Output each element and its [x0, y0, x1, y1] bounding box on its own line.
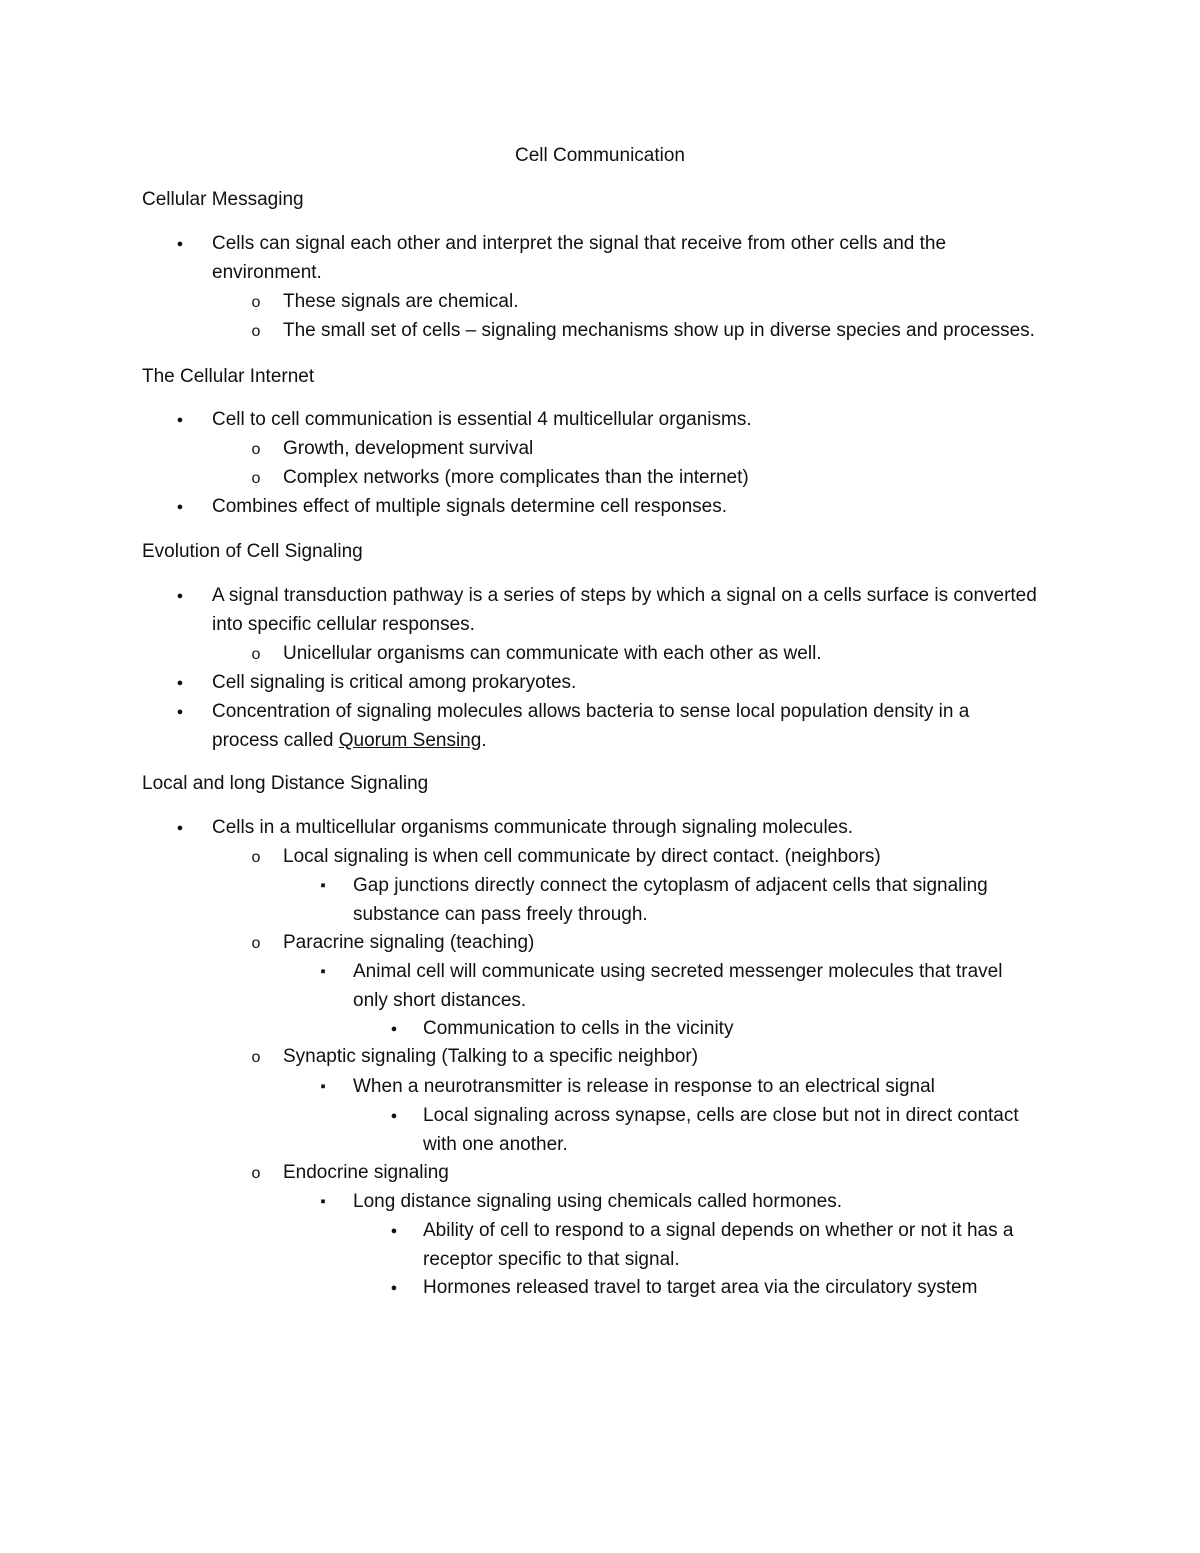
list-item-continuation: only short distances.: [353, 990, 527, 1011]
circle-bullet-icon: [245, 1161, 267, 1186]
list-item: Cells can signal each other and interpret the signal that receive from other cells and the: [212, 233, 947, 254]
list-item: Gap junctions directly connect the cytoplasm of adjacent cells that signaling: [353, 875, 988, 896]
list-item-continuation: into specific cellular responses.: [212, 614, 475, 635]
circle-bullet-icon: [245, 466, 267, 491]
section-heading: Local and long Distance Signaling: [142, 773, 429, 794]
section-heading: The Cellular Internet: [142, 366, 315, 387]
list-item: Local signaling across synapse, cells are close but not in direct contact: [423, 1105, 1019, 1126]
square-bullet-icon: [312, 1190, 334, 1214]
square-bullet-icon: [312, 1075, 334, 1099]
disc-bullet-icon: [383, 1104, 405, 1128]
disc-bullet-icon: [169, 671, 191, 695]
list-item: The small set of cells – signaling mechanisms show up in diverse species and processes.: [283, 320, 1035, 341]
list-item-continuation: with one another.: [423, 1134, 568, 1155]
list-item-continuation: [212, 729, 487, 753]
circle-bullet-icon: [245, 1045, 267, 1070]
list-item: These signals are chemical.: [283, 291, 519, 312]
list-item: A signal transduction pathway is a series of steps by which a signal on a cells surface is converted: [212, 585, 1037, 606]
list-item: Endocrine signaling: [283, 1162, 449, 1183]
list-item: Communication to cells in the vicinity: [423, 1018, 734, 1039]
list-item-continuation: receptor specific to that signal.: [423, 1249, 680, 1270]
list-item: Concentration of signaling molecules allows bacteria to sense local population density in a: [212, 701, 970, 722]
list-item: Cells in a multicellular organisms communicate through signaling molecules.: [212, 817, 854, 838]
circle-bullet-icon: [245, 290, 267, 315]
square-bullet-icon: [312, 960, 334, 984]
disc-bullet-icon: [169, 584, 191, 608]
disc-bullet-icon: [383, 1017, 405, 1041]
circle-bullet-icon: [245, 931, 267, 956]
list-item: Combines effect of multiple signals determine cell responses.: [212, 496, 728, 517]
list-item: Local signaling is when cell communicate by direct contact. (neighbors): [283, 846, 881, 867]
square-bullet-icon: [312, 874, 334, 898]
list-item: Cell to cell communication is essential 4 multicellular organisms.: [212, 409, 752, 430]
plain-text: .: [481, 730, 487, 751]
disc-bullet-icon: [383, 1276, 405, 1300]
list-item: Animal cell will communicate using secreted messenger molecules that travel: [353, 961, 1003, 982]
section-heading: Evolution of Cell Signaling: [142, 541, 363, 562]
plain-text: process called: [212, 730, 339, 751]
disc-bullet-icon: [169, 700, 191, 724]
circle-bullet-icon: [245, 642, 267, 667]
disc-bullet-icon: [383, 1219, 405, 1243]
document-title: Cell Communication: [514, 145, 685, 166]
list-item: Paracrine signaling (teaching): [283, 932, 535, 953]
disc-bullet-icon: [169, 408, 191, 432]
list-item: Growth, development survival: [283, 438, 534, 459]
list-item: Synaptic signaling (Talking to a specific neighbor): [283, 1046, 699, 1067]
circle-bullet-icon: [245, 319, 267, 344]
list-item: Unicellular organisms can communicate with each other as well.: [283, 643, 822, 664]
list-item: Long distance signaling using chemicals called hormones.: [353, 1191, 843, 1212]
list-item-continuation: substance can pass freely through.: [353, 904, 648, 925]
list-item: When a neurotransmitter is release in response to an electrical signal: [353, 1076, 935, 1097]
disc-bullet-icon: [169, 232, 191, 256]
list-item: Hormones released travel to target area via the circulatory system: [423, 1277, 978, 1298]
list-item-continuation: environment.: [212, 262, 322, 283]
circle-bullet-icon: [245, 845, 267, 870]
circle-bullet-icon: [245, 437, 267, 462]
disc-bullet-icon: [169, 495, 191, 519]
disc-bullet-icon: [169, 816, 191, 840]
list-item: Cell signaling is critical among prokaryotes.: [212, 672, 577, 693]
list-item: Ability of cell to respond to a signal depends on whether or not it has a: [423, 1220, 1014, 1241]
section-heading: Cellular Messaging: [142, 189, 304, 210]
underlined-term: Quorum Sensing: [338, 730, 482, 751]
list-item: Complex networks (more complicates than the internet): [283, 467, 749, 488]
